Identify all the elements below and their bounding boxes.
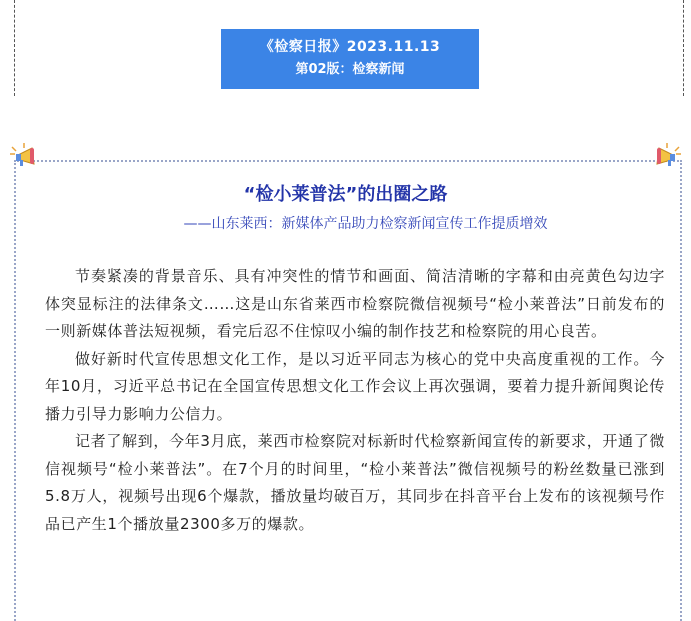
source-header — [221, 29, 479, 89]
article-paragraph: 做好新时代宣传思想文化工作，是以习近平同志为核心的党中央高度重视的工作。今年10月，习近平总书记在全国宣传思想文化工作会议上再次强调，要着力提升新闻舆论传播力引导力影响力公信力。 — [45, 349, 665, 423]
article-paragraph: 记者了解到，今年3月底，莱西市检察院对标新时代检察新闻宣传的新要求，开通了微信视频号“检小莱普法”。在7个月的时间里，“检小莱普法”微信视频号的粉丝数量已涨到5.8万人，视频号出现6个爆款，播放量均破百万，其同步在抖音平台上发布的该视频号作品已产生1个播放量2300多万的爆款。 — [45, 432, 665, 533]
article-title: “检小莱普法”的出圈之路 — [243, 184, 448, 205]
article-subtitle: ——山东莱西：新媒体产品助力检察新闻宣传工作提质增效 — [183, 216, 548, 232]
megaphone-icon — [653, 141, 683, 171]
source-section: 第02版：检察新闻 — [295, 62, 405, 77]
article-paragraph: 节奏紧凑的背景音乐、具有冲突性的情节和画面、简洁清晰的字幕和由亮黄色勾边字体突显标注的法律条文……这是山东省莱西市检察院微信视频号“检小莱普法”日前发布的一则新媒体普法短视频，看完后忍不住惊叹小编的制作技艺和检察院的用心良苦。 — [45, 267, 665, 340]
article-body — [45, 263, 665, 538]
megaphone-icon — [8, 141, 38, 171]
source-newspaper-date: 《检察日报》2023.11.13 — [259, 39, 441, 55]
